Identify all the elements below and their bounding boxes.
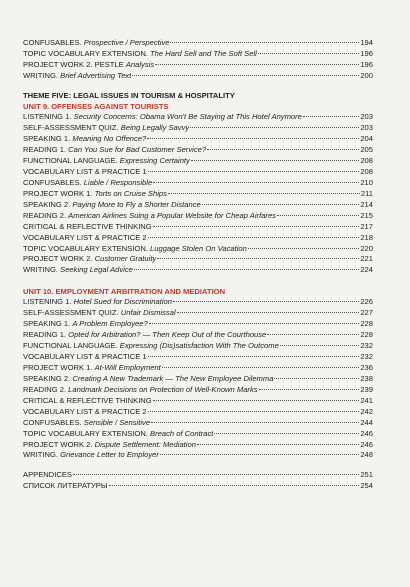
toc-entry-title: At-Will Employment [94,362,161,372]
toc-entry-title: Analysis [125,59,155,69]
table-of-contents [23,38,373,492]
toc-page-number: 241 [360,395,373,405]
toc-entry-title: Unfair Dismissal [120,308,176,318]
toc-leader-dots [155,64,359,65]
toc-entry-section: VOCABULARY LIST & PRACTICE 2 [23,406,147,416]
toc-leader-dots [149,323,360,324]
toc-entry-title: Grievance Letter to Employer [60,450,159,460]
toc-entry[interactable] [23,352,373,363]
toc-entry-title: American Airlines Suing a Popular Website for Cheap Airfares [68,210,276,220]
toc-leader-dots [148,237,360,238]
toc-entry-section: LISTENING 1. [23,112,72,122]
toc-entry[interactable] [23,211,373,222]
toc-entry-section: LISTENING 1. [23,297,72,307]
unit-9-entries [23,112,373,276]
toc-entry[interactable] [23,407,373,418]
toc-leader-dots [259,389,360,390]
toc-entry[interactable] [23,167,373,178]
toc-page-number: 236 [360,362,373,372]
toc-entry-label [23,352,147,363]
toc-entry-label [23,112,302,123]
toc-entry-label [23,407,147,418]
toc-leader-dots [303,116,359,117]
unit-9-heading: UNIT 9. OFFENSES AGAINST TOURISTS [23,102,169,112]
toc-entry-label [23,330,266,341]
toc-page-number: 254 [360,481,373,491]
toc-entry[interactable] [23,189,373,200]
toc-entry-section: VOCABULARY LIST & PRACTICE 1 [23,166,147,176]
toc-entry-section: FUNCTIONAL LANGUAGE. [23,341,118,351]
toc-entry-label [23,297,172,308]
toc-entry-label [23,71,131,82]
toc-entry-section: WRITING. [23,70,59,80]
toc-entry-title: Security Concerns: Obama Won't Be Staying at This Hotel Anymore [73,112,302,122]
toc-entry-section: CONFUSABLES. [23,417,82,427]
toc-entry-label [23,374,273,385]
toc-leader-dots [147,138,359,139]
toc-entry-label [23,178,152,189]
toc-leader-dots [173,301,359,302]
toc-leader-dots [258,53,359,54]
toc-entry-section: FUNCTIONAL LANGUAGE. [23,156,118,165]
toc-entry-title: Opted for Arbitration? — Then Keep Out of the Courthouse [68,330,267,340]
toc-entry[interactable] [23,145,373,156]
toc-leader-dots [73,474,359,475]
toc-entry[interactable] [23,396,373,407]
toc-entry[interactable] [23,38,373,49]
toc-entry-title: Luggage Stolen On Vacation [150,243,247,253]
toc-leader-dots [148,411,360,412]
toc-entry-label [23,211,276,222]
toc-entry-section: СПИСОК ЛИТЕРАТУРЫ [23,481,108,491]
toc-page-number: 205 [360,145,373,155]
toc-leader-dots [170,42,359,43]
toc-entry-label [23,481,108,492]
toc-entry-label [23,341,279,352]
toc-page-number: 228 [360,330,373,340]
toc-entry-section: PROJECT WORK 1. [23,362,93,372]
toc-leader-dots [202,204,360,205]
toc-entry-label [23,123,189,134]
toc-entry[interactable] [23,222,373,233]
toc-entry-title: Prospective / Perspective [83,38,170,47]
toc-leader-dots [248,248,359,249]
toc-page-number: 227 [360,308,373,318]
toc-page-number: 226 [360,297,373,307]
toc-entry-title: Expressing Certainty [119,156,190,165]
toc-entry-section: WRITING. [23,265,59,275]
toc-entry-section: CONFUSABLES. [23,177,82,187]
toc-entry-title: Dispute Settlement: Mediation [94,439,196,449]
toc-entry-label [23,440,196,451]
toc-entry-section: CRITICAL & REFLECTIVE THINKING [23,395,152,405]
toc-leader-dots [134,269,359,270]
toc-entry[interactable] [23,385,373,396]
unit-10-entries [23,297,373,461]
top-entries [23,38,373,82]
toc-entry-label [23,38,169,49]
toc-entry-title: Creating A New Trademark — The New Employee Dilemma [72,373,274,383]
toc-leader-dots [109,485,360,486]
toc-entry-title: Can You Sue for Bad Customer Service? [68,145,207,155]
toc-entry-section: READING 2. [23,384,67,394]
toc-leader-dots [153,182,359,183]
toc-entry[interactable] [23,156,373,167]
toc-entry[interactable] [23,450,373,461]
toc-entry-label [23,134,146,145]
toc-entry[interactable] [23,244,373,255]
toc-entry[interactable] [23,265,373,276]
toc-entry[interactable] [23,254,373,265]
toc-entry-label [23,429,213,440]
toc-leader-dots [190,127,359,128]
toc-entry[interactable] [23,440,373,451]
toc-entry-label [23,200,201,211]
toc-entry-title: Expressing (Dis)satisfaction With The Outcome [119,341,279,351]
toc-entry-label [23,396,152,407]
toc-leader-dots [162,367,360,368]
theme-title: THEME FIVE: LEGAL ISSUES IN TOURISM & HOSPITALITY [23,90,235,100]
toc-page-number: 221 [360,254,373,264]
toc-entry[interactable] [23,481,373,492]
toc-leader-dots [267,334,359,335]
toc-entry[interactable] [23,363,373,374]
toc-entry-section: TOPIC VOCABULARY EXTENSION. [23,428,148,438]
toc-page-number: 239 [360,384,373,394]
toc-page-number: 203 [360,112,373,122]
toc-entry-section: SPEAKING 2. [23,199,71,209]
toc-entry[interactable] [23,429,373,440]
toc-entry[interactable] [23,470,373,481]
toc-entry[interactable] [23,134,373,145]
toc-entry[interactable] [23,319,373,330]
toc-leader-dots [153,400,360,401]
toc-page-number: 200 [360,70,373,80]
unit-10-heading: UNIT 10. EMPLOYMENT ARBITRATION AND MEDIATION [23,287,226,297]
toc-leader-dots [191,160,359,161]
toc-entry-label [23,470,72,481]
toc-entry[interactable] [23,308,373,319]
toc-entry-label [23,450,159,461]
toc-entry-label [23,319,148,330]
toc-entry[interactable] [23,341,373,352]
toc-leader-dots [214,433,359,434]
toc-entry-title: Hotel Sued for Discrimination [73,297,172,307]
toc-leader-dots [132,75,359,76]
toc-entry-label [23,167,147,178]
toc-entry-section: SELF-ASSESSMENT QUIZ. [23,123,119,133]
toc-entry[interactable] [23,233,373,244]
toc-page-number: 215 [360,210,373,220]
toc-entry[interactable] [23,330,373,341]
toc-page-number: 242 [360,406,373,416]
toc-leader-dots [148,356,360,357]
toc-entry-section: CRITICAL & REFLECTIVE THINKING [23,221,152,231]
toc-leader-dots [168,193,360,194]
toc-entry-section: READING 1. [23,145,67,155]
toc-page-number: 248 [360,450,373,460]
toc-page-number: 196 [360,48,373,58]
toc-page-number: 246 [360,439,373,449]
toc-entry-label [23,60,154,71]
toc-page-number: 204 [360,134,373,144]
toc-page-number: 244 [360,417,373,427]
toc-page-number: 210 [360,177,373,187]
toc-entry-section: SPEAKING 1. [23,134,71,144]
toc-entry[interactable] [23,178,373,189]
toc-entry-section: TOPIC VOCABULARY EXTENSION. [23,243,148,253]
toc-entry-section: APPENDICES [23,470,72,480]
toc-entry-section: PROJECT WORK 1. [23,188,93,198]
toc-leader-dots [160,454,359,455]
toc-entry-section: SPEAKING 2. [23,373,71,383]
toc-entry-title: Brief Advertising Text [60,70,132,80]
toc-entry-title: A Problem Employee? [72,319,148,329]
toc-entry-section: VOCABULARY LIST & PRACTICE 2 [23,232,147,242]
toc-page-number: 194 [360,38,373,47]
toc-leader-dots [197,444,359,445]
toc-page-number: 208 [360,166,373,176]
toc-entry-label [23,222,152,233]
toc-page-number: 220 [360,243,373,253]
toc-page-number: 238 [360,373,373,383]
toc-entry[interactable] [23,200,373,211]
toc-entry-title: Customer Gratuity [94,254,157,264]
toc-entry-title: Landmark Decisions on Protection of Well-Known Marks [68,384,258,394]
toc-entry-title: Torts on Cruise Ships [94,188,167,198]
toc-entry-section: CONFUSABLES. [23,38,82,47]
toc-page-number: 214 [360,199,373,209]
toc-page-number: 232 [360,352,373,361]
toc-page-number: 217 [360,221,373,231]
toc-leader-dots [151,422,359,423]
toc-leader-dots [207,149,359,150]
toc-entry-title: Breach of Contract [150,428,214,438]
toc-entry-label [23,254,156,265]
toc-entry-label [23,308,176,319]
toc-leader-dots [277,215,359,216]
toc-entry-section: PROJECT WORK 2. PESTLE [23,59,124,69]
toc-entry[interactable] [23,123,373,134]
toc-entry-title: Paying More to Fly a Shorter Distance [72,199,201,209]
toc-leader-dots [274,378,359,379]
toc-entry-label [23,385,258,396]
toc-entry[interactable] [23,71,373,82]
toc-entry[interactable] [23,49,373,60]
toc-entry[interactable] [23,374,373,385]
toc-leader-dots [280,345,360,346]
toc-entry-title: Seeking Legal Advice [60,265,133,275]
toc-page-number: 203 [360,123,373,133]
toc-leader-dots [148,171,360,172]
toc-entry-label [23,265,133,276]
toc-entry-label [23,233,147,244]
toc-entry-section: PROJECT WORK 2. [23,439,93,449]
toc-entry-title: Liable / Responsible [83,177,153,187]
toc-page-number: 224 [360,265,373,275]
toc-entry-title: Sensible / Sensitive [83,417,151,427]
toc-page-number: 251 [360,470,373,480]
end-entries [23,470,373,492]
toc-entry-label [23,156,190,167]
toc-page-number: 246 [360,428,373,438]
toc-entry-label [23,363,161,374]
toc-entry-section: SELF-ASSESSMENT QUIZ. [23,308,119,318]
toc-entry-title: The Hard Sell and The Soft Sell [150,48,257,58]
toc-entry-section: VOCABULARY LIST & PRACTICE 1 [23,352,147,361]
toc-entry-section: WRITING. [23,450,59,460]
toc-page-number: 218 [360,232,373,242]
toc-entry-title: Being Legally Savvy [120,123,190,133]
toc-page-number: 211 [360,188,373,198]
toc-entry-label [23,244,247,255]
toc-entry-section: READING 1. [23,330,67,340]
toc-entry[interactable] [23,60,373,71]
toc-entry-section: PROJECT WORK 2. [23,254,93,264]
toc-entry-title: Meaning No Offence? [72,134,147,144]
toc-entry-section: TOPIC VOCABULARY EXTENSION. [23,48,148,58]
toc-page-number: 228 [360,319,373,329]
toc-page-number: 196 [360,59,373,69]
toc-entry-label [23,49,257,60]
toc-entry[interactable] [23,112,373,123]
toc-leader-dots [177,312,360,313]
toc-entry-section: SPEAKING 1. [23,319,71,329]
toc-page-number: 232 [360,341,373,351]
toc-entry-section: READING 2. [23,210,67,220]
toc-entry-label [23,145,206,156]
toc-leader-dots [157,258,359,259]
toc-entry[interactable] [23,297,373,308]
toc-entry-label [23,418,150,429]
toc-entry[interactable] [23,418,373,429]
toc-leader-dots [153,226,360,227]
toc-entry-label [23,189,167,200]
toc-page-number: 208 [360,156,373,165]
